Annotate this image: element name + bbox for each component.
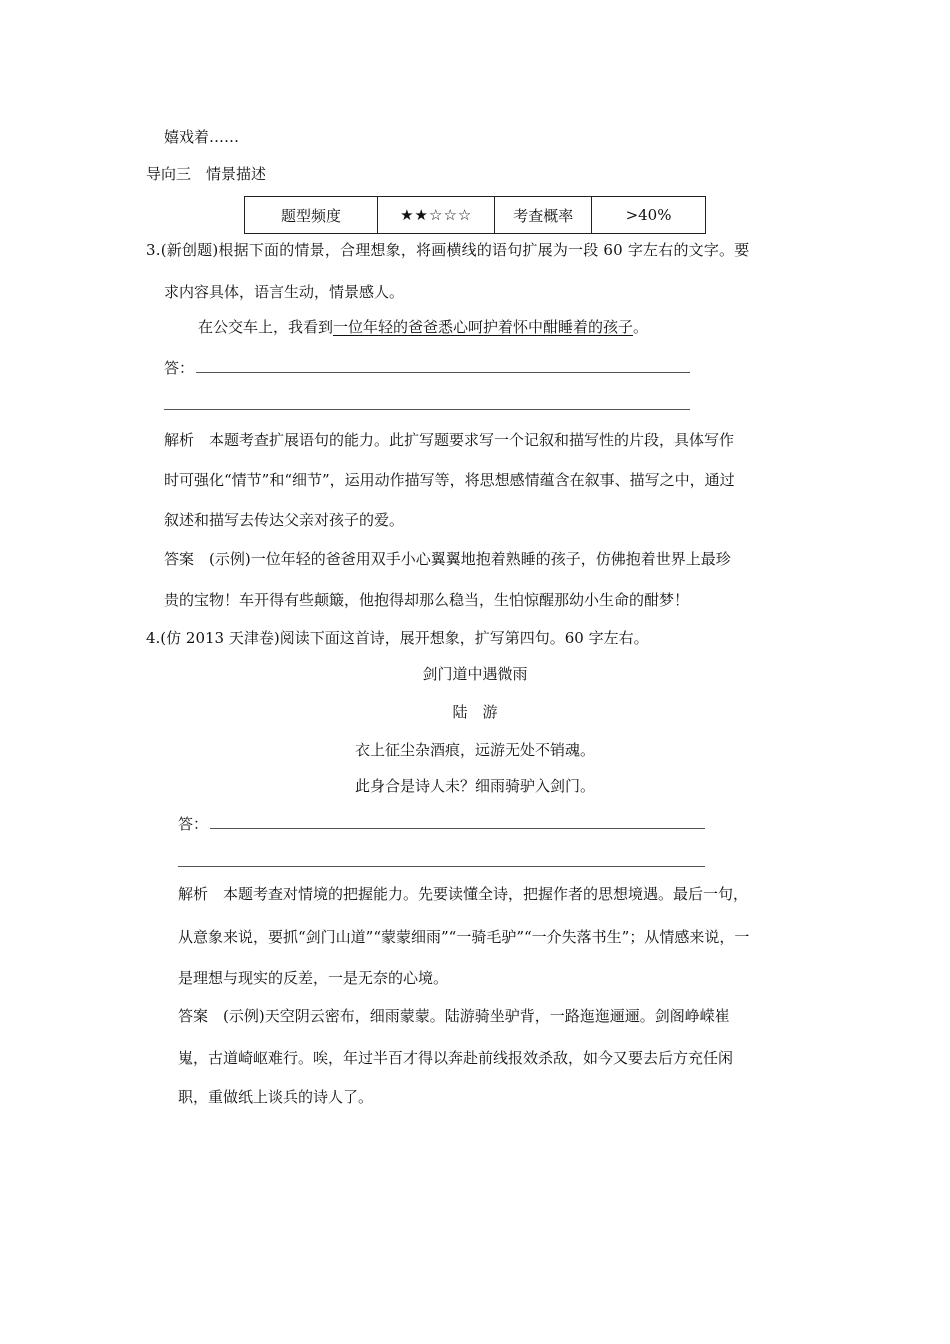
q3-analysis-line: 时可强化“情节”和“细节”，运用动作描写等，将思想感情蕴含在叙事、描写之中，通过 — [164, 471, 735, 489]
q3-analysis-line: 解析 本题考查扩展语句的能力。此扩写题要求写一个记叙和描写性的片段，具体写作 — [164, 431, 735, 449]
frequency-table — [244, 196, 706, 234]
q3-analysis-line: 叙述和描写去传达父亲对孩子的爱。 — [164, 511, 405, 529]
q4-answer-text-line: 嵬，古道崎岖难行。唉，年过半百才得以奔赴前线报效杀敌，如今又要去后方充任闲 — [178, 1049, 734, 1067]
freq-label-cell: 题型频度 — [245, 197, 378, 234]
q3-sentence-suffix: 。 — [633, 318, 649, 336]
q3-sentence — [198, 317, 648, 337]
q4-answer-text-line: 答案 (示例)天空阴云密布，细雨蒙蒙。陆游骑坐驴背，一路迤迤逦逦。剑阁峥嵘崔 — [178, 1007, 730, 1025]
q3-prompt-line2: 求内容具体，语言生动，情景感人。 — [164, 283, 405, 301]
q3-prompt-line1: 3.(新创题)根据下面的情景，合理想象，将画横线的语句扩展为一段 60 字左右的文字。要 — [146, 241, 750, 259]
q4-answer-label: 答： — [178, 815, 209, 833]
q4-answer-line-1 — [210, 828, 705, 829]
q3-sentence-underlined: 一位年轻的爸爸悉心呵护着怀中酣睡着的孩子 — [333, 318, 634, 336]
q3-sentence-prefix: 在公交车上，我看到 — [198, 318, 334, 336]
poem-line-1: 衣上征尘杂酒痕，远游无处不销魂。 — [354, 741, 595, 759]
q4-answer-line-2 — [178, 866, 705, 867]
poem-author: 陆 游 — [452, 703, 498, 721]
q4-prompt: 4.(仿 2013 天津卷)阅读下面这首诗，展开想象，扩写第四句。60 字左右。 — [146, 629, 649, 647]
poem-title: 剑门道中遇微雨 — [422, 665, 528, 683]
prob-label-cell: 考查概率 — [495, 197, 592, 234]
q4-analysis-line: 解析 本题考查对情境的把握能力。先要读懂全诗，把握作者的思想境遇。最后一句， — [178, 885, 749, 903]
freq-stars-cell: ★★☆☆☆ — [378, 197, 495, 234]
intro-tail-text: 嬉戏着…… — [164, 128, 240, 146]
q3-answer-text-line: 答案 (示例)一位年轻的爸爸用双手小心翼翼地抱着熟睡的孩子，仿佛抱着世界上最珍 — [164, 550, 731, 568]
q4-answer-text-line: 职，重做纸上谈兵的诗人了。 — [178, 1088, 374, 1106]
q3-answer-line-1 — [196, 372, 690, 373]
q3-answer-line-2 — [164, 409, 690, 410]
q3-answer-label: 答： — [164, 359, 195, 377]
prob-value-cell: >40% — [592, 197, 706, 234]
section-title: 导向三 情景描述 — [146, 165, 267, 183]
q4-analysis-line: 从意象来说，要抓“剑门山道”“蒙蒙细雨”“一骑毛驴”“一介失落书生”；从情感来说，一 — [178, 928, 750, 946]
q3-answer-text-line: 贵的宝物！车开得有些颠簸，他抱得却那么稳当，生怕惊醒那幼小生命的酣梦！ — [164, 591, 690, 609]
q4-analysis-line: 是理想与现实的反差，一是无奈的心境。 — [178, 969, 449, 987]
poem-line-2: 此身合是诗人未？细雨骑驴入剑门。 — [354, 777, 595, 795]
